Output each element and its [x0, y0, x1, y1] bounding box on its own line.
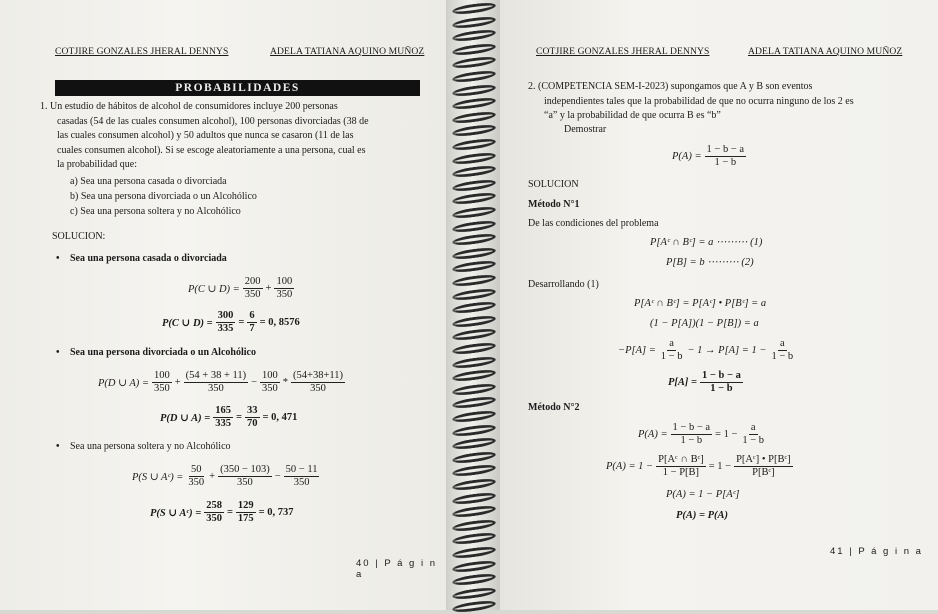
eq2a-op1: +	[174, 377, 181, 388]
spiral-coil	[452, 327, 497, 342]
condition-1	[650, 236, 762, 248]
bullet-casada-divorciada: • Sea una persona casada o divorciada	[70, 252, 227, 267]
eq2b-eq: =	[236, 412, 242, 423]
dev-step-4	[668, 370, 743, 395]
eq2a-f2-num: (54 + 38 + 11)	[185, 370, 247, 381]
eq3a-f2-den: 350	[237, 477, 253, 488]
spiral-coil	[452, 504, 497, 519]
demostrar-label: Demostrar	[564, 124, 607, 135]
right-page	[500, 0, 938, 610]
eq2a-frac-3	[260, 370, 280, 395]
eq2b-f1-den: 335	[215, 418, 232, 429]
target-num: 1 − b − a	[706, 144, 745, 155]
spiral-coil	[452, 123, 497, 138]
eq3b-frac-1	[204, 500, 224, 525]
eq3a-lhs: P(S ∪ Aᶜ) =	[132, 471, 184, 483]
left-page	[0, 0, 448, 610]
eq3b-lhs: P(S ∪ Aᶜ) =	[150, 507, 202, 519]
solucion-label: SOLUCION	[528, 179, 579, 190]
eq3b-f1-num: 258	[206, 500, 222, 511]
metodo-2-label: Método N°2	[528, 402, 580, 413]
problem-1-line-5: la probabilidad que:	[57, 159, 137, 170]
dev-step-2	[650, 318, 759, 329]
dev3-lhs: −P[A] =	[618, 345, 656, 356]
spiral-coil	[452, 355, 497, 370]
m2a-f1-num: 1 − b − a	[672, 422, 711, 433]
eq1a-frac-1	[243, 276, 263, 301]
spiral-coil	[452, 409, 497, 424]
eq2b-frac-2	[245, 405, 260, 430]
eq3a-f3-den: 350	[293, 477, 310, 488]
m2a-f2-num: a	[750, 422, 756, 433]
condition-1-text: P[Aᶜ ∩ Bᶜ] = a ⋯⋯⋯ (1)	[650, 237, 763, 248]
eq1a-op: +	[265, 283, 272, 294]
eq2a-f1-num: 100	[153, 370, 170, 381]
eq1b-lhs: P(C ∪ D) =	[162, 317, 213, 329]
m2a-f2-den: 1 − b	[742, 435, 765, 446]
spiral-coil	[452, 531, 497, 546]
eq3a-f1-den: 350	[188, 477, 205, 488]
m2a-lhs: P(A) =	[638, 429, 668, 440]
problem-2-line-2: independientes tales que la probabilidad de que no ocurra ninguno de los 2 es	[544, 95, 854, 107]
problem-1-line-3: las cuales consumen alcohol) y 50 adultos que nunca se casaron (11 de las	[57, 130, 354, 141]
eq1b-result: = 0, 8576	[259, 317, 300, 328]
eq1a-f1-den: 350	[244, 289, 261, 300]
bullet-divorciada-alcoholico: • Sea una persona divorciada o un Alcohólico	[70, 346, 256, 361]
spiral-coil	[452, 368, 497, 383]
eq2a-op3: *	[282, 377, 289, 388]
method-2-step-4	[676, 510, 728, 521]
eq2a-frac-1	[152, 370, 172, 395]
right-header-author-1: COTJIRE GONZALES JHERAL DENNYS	[536, 46, 710, 57]
dev3-f2-num: a	[779, 338, 785, 349]
eq2b-lhs: P(D ∪ A) =	[160, 412, 211, 424]
m2a-f1-den: 1 − b	[680, 435, 703, 446]
eq1a-f2-num: 100	[276, 276, 293, 287]
equation-3a	[132, 464, 319, 489]
left-header-author-2: ADELA TATIANA AQUINO MUÑOZ	[270, 46, 425, 57]
m2b-f1-den: 1 − P[B]	[662, 467, 700, 478]
spiral-coil	[452, 572, 497, 587]
target-den: 1 − b	[714, 157, 737, 168]
eq1a-f1-num: 200	[244, 276, 261, 287]
dev3-mid: − 1 → P[A] = 1 −	[687, 345, 767, 356]
target-lhs: P(A) =	[672, 151, 702, 162]
dev3-f2-den: 1 − b	[771, 351, 794, 362]
option-b: b) Sea una persona divorciada o un Alcohólico	[70, 191, 257, 202]
dev4-den: 1 − b	[710, 383, 733, 394]
eq3a-frac-3	[284, 464, 320, 489]
m2b-f2-den: P[Bᶜ]	[752, 467, 775, 478]
spiral-coil	[452, 477, 497, 492]
eq1a-f2-den: 350	[276, 289, 293, 300]
dev3-f1-num: a	[669, 338, 674, 349]
eq1b-f1-den: 335	[217, 323, 234, 334]
spiral-coil	[452, 259, 497, 274]
spiral-coil	[452, 599, 497, 614]
method-2-step-1	[638, 422, 766, 447]
eq2a-frac-4	[291, 370, 345, 395]
dev4-frac	[700, 370, 743, 395]
eq3b-result: = 0, 737	[258, 507, 294, 518]
spiral-coil	[452, 273, 497, 288]
spiral-coil	[452, 518, 497, 533]
spiral-coil	[452, 491, 497, 506]
m2a-frac-1	[671, 422, 713, 447]
eq2a-op2: −	[251, 377, 258, 388]
eq1b-f1-num: 300	[217, 310, 234, 321]
spiral-coil	[452, 436, 497, 451]
method-2-step-2	[606, 454, 793, 479]
spiral-coil	[452, 300, 497, 315]
dev3-frac-2	[769, 338, 795, 363]
eq3a-frac-1	[186, 464, 206, 489]
spiral-coil	[452, 164, 497, 179]
dev-step-2-text: (1 − P[A])(1 − P[B]) = a	[650, 318, 759, 329]
spiral-coil	[452, 42, 497, 57]
spiral-coil	[452, 110, 497, 125]
spiral-coil	[452, 341, 497, 356]
eq1b-f2-den: 7	[249, 323, 255, 334]
spiral-coil	[452, 219, 497, 234]
eq2a-f3-den: 350	[262, 383, 278, 394]
left-header-author-1: COTJIRE GONZALES JHERAL DENNYS	[55, 46, 229, 57]
option-c: c) Sea una persona soltera y no Alcohólico	[70, 206, 241, 217]
eq3a-op2: −	[274, 471, 281, 482]
equation-1b	[162, 310, 300, 335]
left-page-number: 40 | P á g i n a	[356, 558, 437, 580]
metodo-1-label: Método N°1	[528, 199, 580, 210]
eq2a-f3-num: 100	[262, 370, 278, 381]
eq2a-f4-den: 350	[310, 383, 326, 394]
equation-1a	[188, 276, 294, 301]
bullet-soltera-no-alcoholico: • Sea una persona soltera y no Alcohólico	[70, 440, 231, 455]
condiciones-text: De las condiciones del problema	[528, 218, 659, 229]
condition-2	[666, 256, 754, 268]
spiral-coil	[452, 545, 497, 560]
problem-1-line-2: casadas (54 de las cuales consumen alcohol), 100 personas divorciadas (38 de	[57, 115, 369, 127]
eq3a-f1-num: 50	[191, 464, 202, 475]
spiral-coil	[452, 15, 497, 30]
solution-label: SOLUCION:	[52, 231, 106, 242]
m2c-text: P(A) = 1 − P[Aᶜ]	[666, 489, 740, 500]
spiral-coil	[452, 586, 497, 601]
spiral-coil	[452, 246, 497, 261]
m2d-text: P(A) = P(A)	[676, 510, 729, 521]
m2a-frac-2	[740, 422, 766, 447]
m2b-frac-2	[734, 454, 793, 479]
dev3-f1-den: 1 − b	[660, 351, 683, 362]
eq1b-frac-2	[247, 310, 256, 335]
problem-1-line-1: 1. Un estudio de hábitos de alcohol de consumidores incluye 200 personas	[40, 101, 338, 112]
option-a: a) Sea una persona casada o divorciada	[70, 176, 227, 187]
spiral-coil	[452, 28, 497, 43]
spiral-coil	[452, 395, 497, 410]
eq2b-frac-1	[213, 405, 233, 430]
spiral-binding	[446, 0, 502, 610]
m2b-f1-num: P[Aᶜ ∩ Bᶜ]	[658, 454, 704, 465]
spiral-coil	[452, 314, 497, 329]
eq2b-f2-num: 33	[247, 405, 258, 416]
eq2b-f1-num: 165	[215, 405, 232, 416]
eq3a-frac-2	[218, 464, 272, 489]
spiral-coil	[452, 96, 497, 111]
spiral-coil	[452, 55, 497, 70]
eq2b-f2-den: 70	[247, 418, 258, 429]
condition-2-text: P[B] = b ⋯⋯⋯ (2)	[666, 257, 754, 268]
eq1b-eq: =	[238, 317, 245, 328]
eq2a-frac-2	[184, 370, 248, 395]
method-2-step-3	[666, 489, 740, 500]
equation-2b	[160, 405, 297, 430]
eq1a-frac-2	[274, 276, 294, 301]
spiral-coil	[452, 137, 497, 152]
spiral-coil	[452, 232, 497, 247]
eq3a-op1: +	[209, 471, 216, 482]
eq3b-frac-2	[236, 500, 256, 525]
spiral-coil	[452, 151, 497, 166]
problem-1-line-4: cuales consumen alcohol). Si se escoge aleatoriamente a una persona, cual es	[57, 144, 366, 156]
spiral-coil	[452, 287, 497, 302]
eq3b-eq: =	[226, 507, 233, 518]
dev4-lhs: P[A] =	[668, 377, 698, 388]
dev-step-1	[634, 298, 766, 309]
problem-2-line-1: 2. (COMPETENCIA SEM-I-2023) supongamos que A y B son eventos	[528, 81, 813, 92]
spiral-coil	[452, 69, 497, 84]
dev3-frac-1	[659, 338, 685, 363]
eq2a-f2-den: 350	[208, 383, 224, 394]
dev-step-3	[618, 338, 795, 363]
eq3a-f3-num: 50 − 11	[285, 464, 318, 475]
equation-3b	[150, 500, 294, 525]
target-frac	[705, 144, 747, 169]
m2b-f2-num: P[Aᶜ] • P[Bᶜ]	[736, 454, 791, 465]
target-equation	[672, 144, 746, 169]
m2b-lhs: P(A) = 1 −	[606, 461, 654, 472]
eq3b-f2-num: 129	[237, 500, 254, 511]
spiral-coil	[452, 191, 497, 206]
eq2a-f4-num: (54+38+11)	[293, 370, 343, 381]
equation-2a	[98, 370, 345, 395]
spiral-coil	[452, 559, 497, 574]
m2a-mid: = 1 −	[715, 429, 738, 440]
spiral-coil	[452, 423, 497, 438]
dev4-num: 1 − b − a	[702, 370, 741, 381]
eq1b-frac-1	[216, 310, 236, 335]
eq3a-f2-num: (350 − 103)	[220, 464, 270, 475]
desarrollando-label: Desarrollando (1)	[528, 279, 599, 290]
problem-2-line-3: “a” y la probabilidad de que ocurra B es “b”	[544, 110, 721, 121]
m2b-frac-1	[656, 454, 706, 479]
eq3b-f2-den: 175	[237, 513, 254, 524]
eq2a-f1-den: 350	[153, 383, 170, 394]
right-header-author-2: ADELA TATIANA AQUINO MUÑOZ	[748, 46, 903, 57]
eq2a-lhs: P(D ∪ A) =	[98, 377, 149, 389]
spiral-coil	[452, 1, 497, 16]
m2b-mid: = 1 −	[708, 461, 732, 472]
eq1b-f2-num: 6	[249, 310, 255, 321]
spiral-coil	[452, 450, 497, 465]
section-title-banner: PROBABILIDADES	[55, 80, 420, 96]
spiral-coil	[452, 382, 497, 397]
eq1a-lhs: P(C ∪ D) =	[188, 283, 240, 295]
spiral-coil	[452, 178, 497, 193]
spiral-coil	[452, 83, 497, 98]
spiral-coil	[452, 205, 497, 220]
eq3b-f1-den: 350	[206, 513, 222, 524]
right-page-number: 41 | P á g i n a	[830, 546, 923, 557]
eq2b-result: = 0, 471	[262, 412, 298, 423]
spiral-coil	[452, 463, 497, 478]
dev-step-1-text: P[Aᶜ ∩ Bᶜ] = P[Aᶜ] • P[Bᶜ] = a	[634, 298, 767, 309]
